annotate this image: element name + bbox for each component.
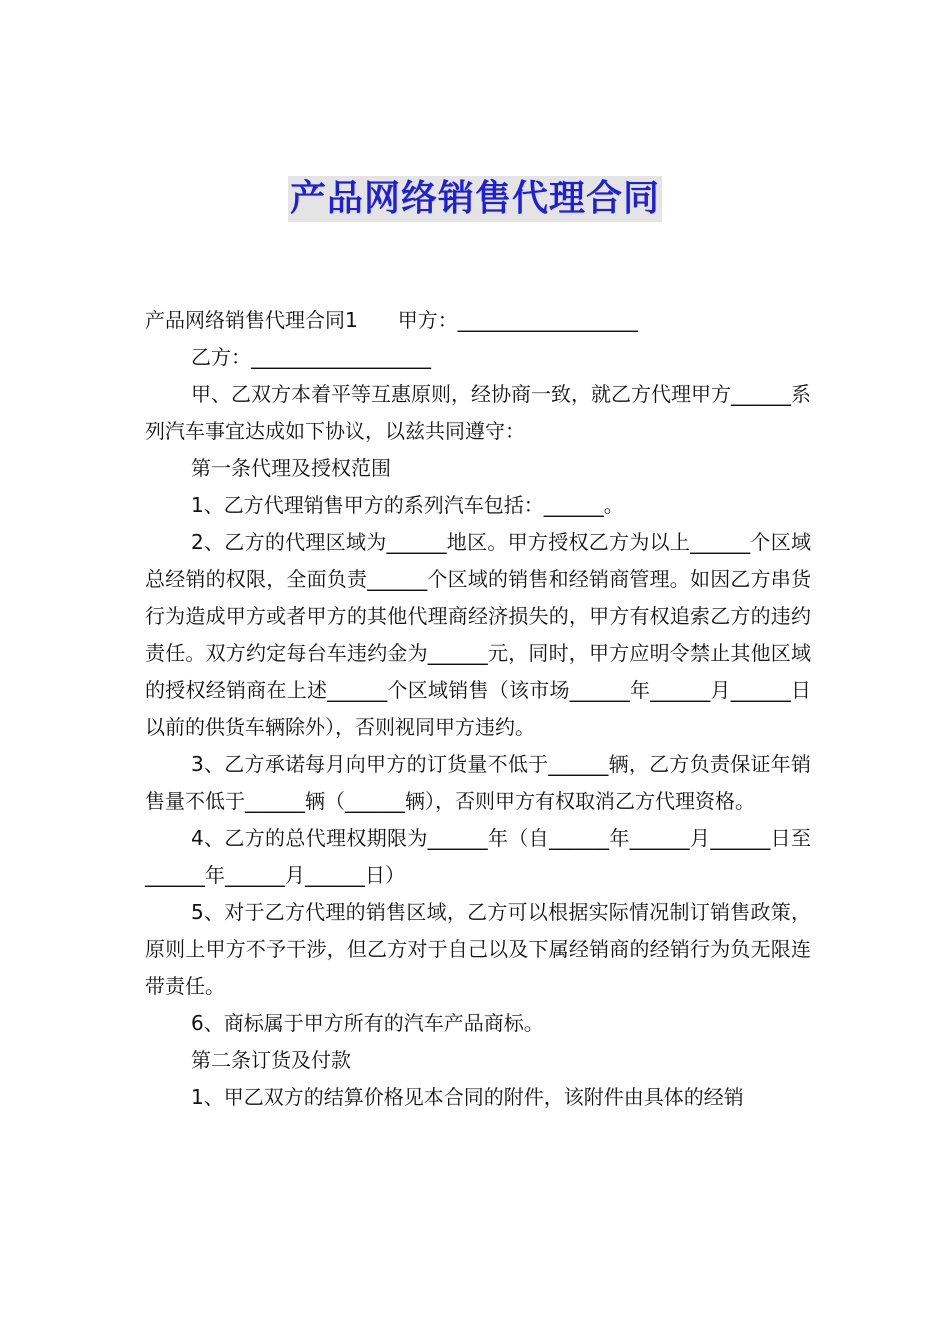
clause-1-2: 2、乙方的代理区域为______地区。甲方授权乙方为以上______个区域总经销的权限，全面负责______个区域的销售和经销商管理。如因乙方串货行为造成甲方或者甲方的其他代理商经济损失的，甲方有权追索乙方的违约责任。双方约定每台车违约金为______元，同时，甲方应明令禁止其他区域的授权经销商在上述______个区域销售（该市场______年______月______日以前的供货车辆除外），否则视同甲方违约。 xyxy=(145,530,811,739)
paragraph-header-line: 产品网络销售代理合同1 甲方：__________________ xyxy=(145,308,638,332)
clause-1-3: 3、乙方承诺每月向甲方的订货量不低于______辆，乙方负责保证年销售量不低于______辆（______辆），否则甲方有权取消乙方代理资格。 xyxy=(145,752,811,813)
document-title: 产品网络销售代理合同 xyxy=(288,176,662,222)
paragraph-party-b: 乙方：__________________ xyxy=(191,345,431,369)
clause-2-1: 1、甲乙双方的结算价格见本合同的附件，该附件由具体的经销 xyxy=(191,1085,744,1109)
clause-1-1: 1、乙方代理销售甲方的系列汽车包括：______。 xyxy=(191,493,624,517)
title-container xyxy=(0,176,950,222)
clause-1-5: 5、对于乙方代理的销售区域，乙方可以根据实际情况制订销售政策，原则上甲方不予干涉，但乙方对于自己以及下属经销商的经销行为负无限连带责任。 xyxy=(145,900,811,998)
section-heading-1: 第一条代理及授权范围 xyxy=(191,456,391,480)
paragraph-preamble: 甲、乙双方本着平等互惠原则，经协商一致，就乙方代理甲方______系列汽车事宜达成如下协议，以兹共同遵守： xyxy=(145,382,811,443)
clause-1-4: 4、乙方的总代理权期限为______年（自______年______月______日至______年______月______日） xyxy=(145,826,811,887)
section-heading-2: 第二条订货及付款 xyxy=(191,1048,351,1072)
contract-body xyxy=(145,302,811,1116)
clause-1-6: 6、商标属于甲方所有的汽车产品商标。 xyxy=(191,1011,544,1035)
